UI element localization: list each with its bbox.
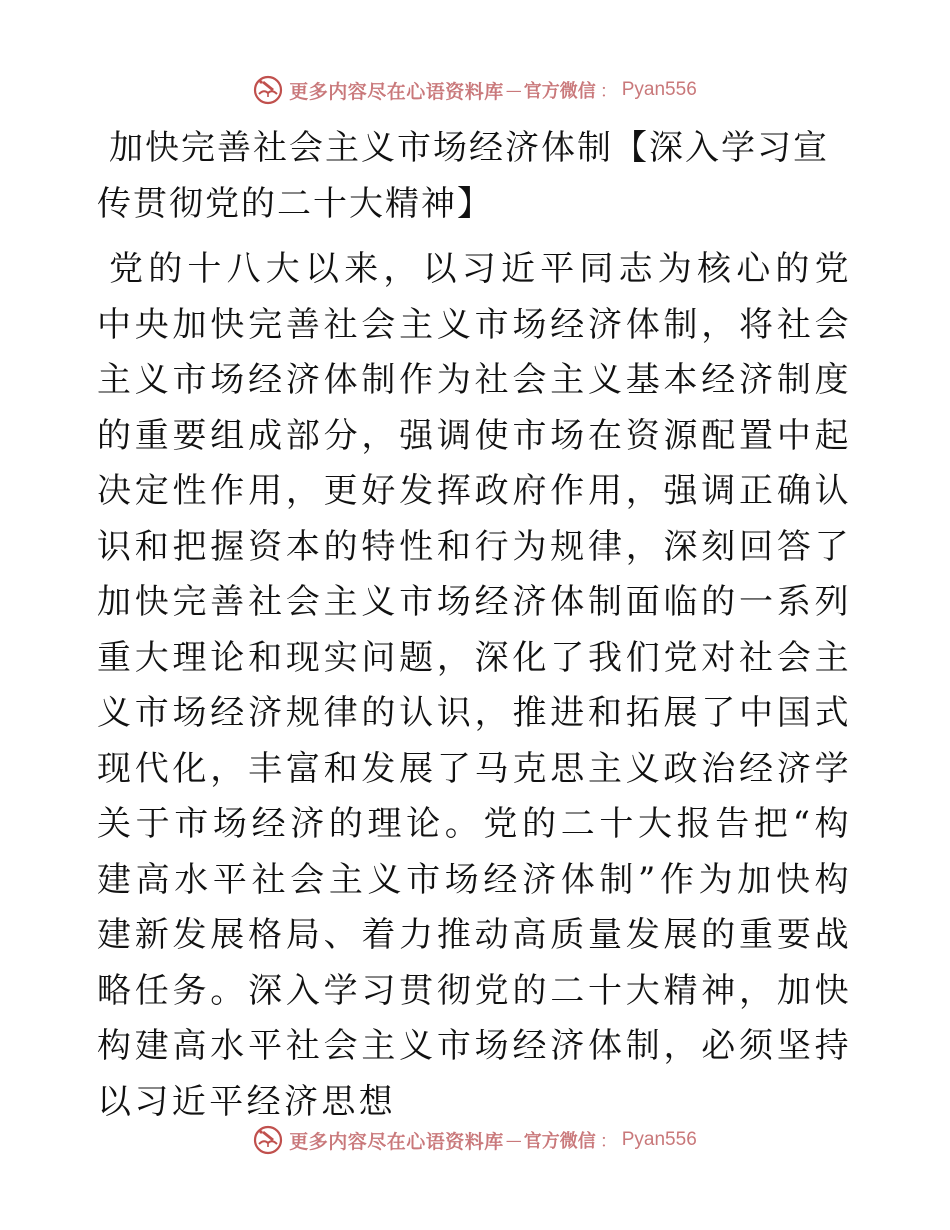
document-content (97, 120, 852, 1130)
watermark-wechat-id: Pyan556 (621, 1129, 697, 1150)
document-title: 加快完善社会主义市场经济体制【深入学习宣传贯彻党的二十大精神】 (97, 128, 829, 224)
watermark-separator: — (505, 80, 522, 100)
watermark-separator: — (505, 1130, 522, 1150)
footer-watermark (0, 1120, 950, 1160)
watermark-colon: ： (599, 1131, 618, 1152)
document-body-paragraph: 党的十八大以来，以习近平同志为核心的党中央加快完善社会主义市场经济体制，将社会主义市场经济体制作为社会主义基本经济制度的重要组成部分，强调使市场在资源配置中起决定性作用，更好发挥政府作用，强调正确认识和把握资本的特性和行为规律，深刻回答了加快完善社会主义市场经济体制面临的一系列重大理论和现实问题，深化了我们党对社会主义市场经济规律的认识，推进和拓展了中国式现代化，丰富和发展了马克思主义政治经济学关于市场经济的理论。党的二十大报告把“构建高水平社会主义市场经济体制”作为加快构建新发展格局、着力推动高质量发展的重要战略任务。深入学习贯彻党的二十大精神，加快构建高水平社会主义市场经济体制，必须坚持以习近平经济思想 (97, 249, 852, 1122)
watermark-site-text: 更多内容尽在心语资料库 (289, 80, 504, 103)
book-pen-logo-icon (253, 75, 283, 105)
book-pen-logo-icon (253, 1125, 283, 1155)
watermark-colon: ： (599, 81, 618, 102)
watermark-wechat-label: 官方微信 (523, 1131, 596, 1152)
watermark-wechat-id: Pyan556 (621, 79, 697, 100)
watermark-site-text: 更多内容尽在心语资料库 (289, 1130, 504, 1153)
header-watermark (0, 70, 950, 110)
watermark-wechat-label: 官方微信 (523, 81, 596, 102)
